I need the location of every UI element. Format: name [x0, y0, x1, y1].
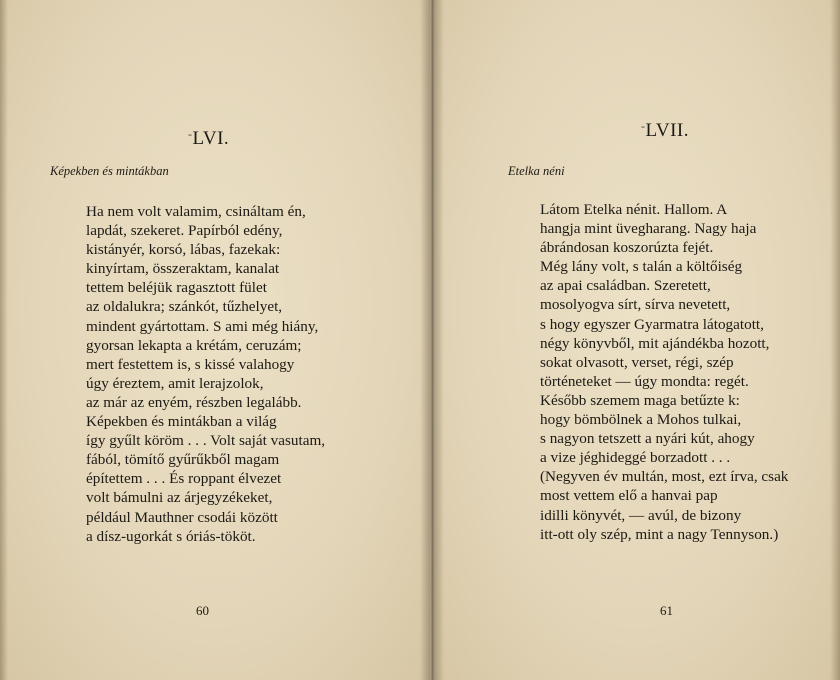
poem-line: sokat olvasott, verset, régi, szép	[540, 353, 734, 371]
poem-line: mindent gyártottam. S ami még hiány,	[86, 317, 319, 335]
poem-line: Még lány volt, s talán a költőiség	[540, 258, 743, 276]
poem-heading-lvi: -LVI.	[188, 127, 230, 149]
poem-line: az már az enyém, részben legalább.	[86, 393, 302, 411]
poem-line: idilli könyvét, — avúl, de bizony	[540, 506, 742, 524]
poem-line: építettem . . . És roppant élvezet	[86, 470, 282, 488]
poem-line: Látom Etelka nénit. Hallom. A	[540, 201, 728, 218]
pencil-mark-icon: -	[188, 127, 193, 141]
poem-line: például Mauthner csodái között	[86, 508, 278, 526]
right-page-edge-shadow	[830, 0, 840, 680]
poem-line: az oldalukra; szánkót, tűzhelyet,	[86, 298, 283, 316]
poem-line: itt-ott oly szép, mint a nagy Tennyson.)	[540, 525, 779, 543]
right-page	[433, 0, 840, 680]
poem-line: hogy bömbölnek a Mohos tulkai,	[540, 411, 742, 429]
poem-line: négy könyvből, mit ajándékba hozott,	[540, 334, 770, 352]
poem-line: Később szemem maga betűzte k:	[540, 391, 740, 409]
poem-line: történeteket — úgy mondta: regét.	[540, 372, 749, 390]
poem-line: fából, tömítő gyűrűkből magam	[86, 451, 280, 469]
poem-line: a vize jéghideggé borzadott . . .	[540, 449, 731, 467]
poem-line: s hogy egyszer Gyarmatra látogatott,	[540, 315, 764, 333]
poem-text-right	[540, 200, 788, 544]
poem-line: kinyírtam, összeraktam, kanalat	[86, 260, 280, 278]
poem-line: Képekben és mintákban a világ	[86, 413, 277, 431]
poem-line: mosolyogva sírt, sírva nevetett,	[540, 296, 731, 314]
poem-line: (Negyven év multán, most, ezt írva, csak	[540, 468, 789, 486]
book-gutter	[420, 0, 444, 680]
poem-line: mert festettem is, s kissé valahogy	[86, 355, 295, 373]
poem-line: Ha nem volt valamim, csináltam én,	[86, 203, 306, 220]
poem-line: az apai családban. Szeretett,	[540, 277, 711, 295]
poem-line: a dísz-ugorkát s óriás-tököt.	[86, 527, 256, 545]
poem-line: tettem beléjük ragasztott fület	[86, 279, 267, 297]
poem-line: s nagyon tetszett a nyári kút, ahogy	[540, 430, 755, 448]
poem-line: kistányér, korsó, lábas, fazekak:	[86, 241, 281, 259]
poem-line: így gyűlt köröm . . . Volt saját vasutam,	[86, 432, 326, 450]
poem-line: gyorsan lekapta a krétám, ceruzám;	[86, 336, 302, 354]
poem-text-left	[86, 202, 325, 546]
poem-line: hangja mint üvegharang. Nagy haja	[540, 220, 757, 238]
poem-heading-lvii: -LVII.	[641, 119, 689, 141]
page-number-left: 60	[196, 603, 209, 618]
poem-line: ábrándosan koszorúzta fejét.	[540, 239, 714, 257]
left-page-edge-shadow	[0, 0, 8, 680]
poem-subtitle-right: Etelka néni	[508, 164, 565, 178]
poem-line: most vettem elő a hanvai pap	[540, 487, 718, 505]
poem-subtitle-left: Képekben és mintákban	[50, 164, 169, 178]
page-number-right: 61	[660, 603, 673, 618]
poem-line: úgy éreztem, amit lerajzolok,	[86, 374, 264, 392]
poem-line: volt bámulni az árjegyzékeket,	[86, 489, 273, 507]
poem-line: lapdát, szekeret. Papírból edény,	[86, 222, 283, 240]
pencil-mark-icon: -	[641, 119, 646, 133]
